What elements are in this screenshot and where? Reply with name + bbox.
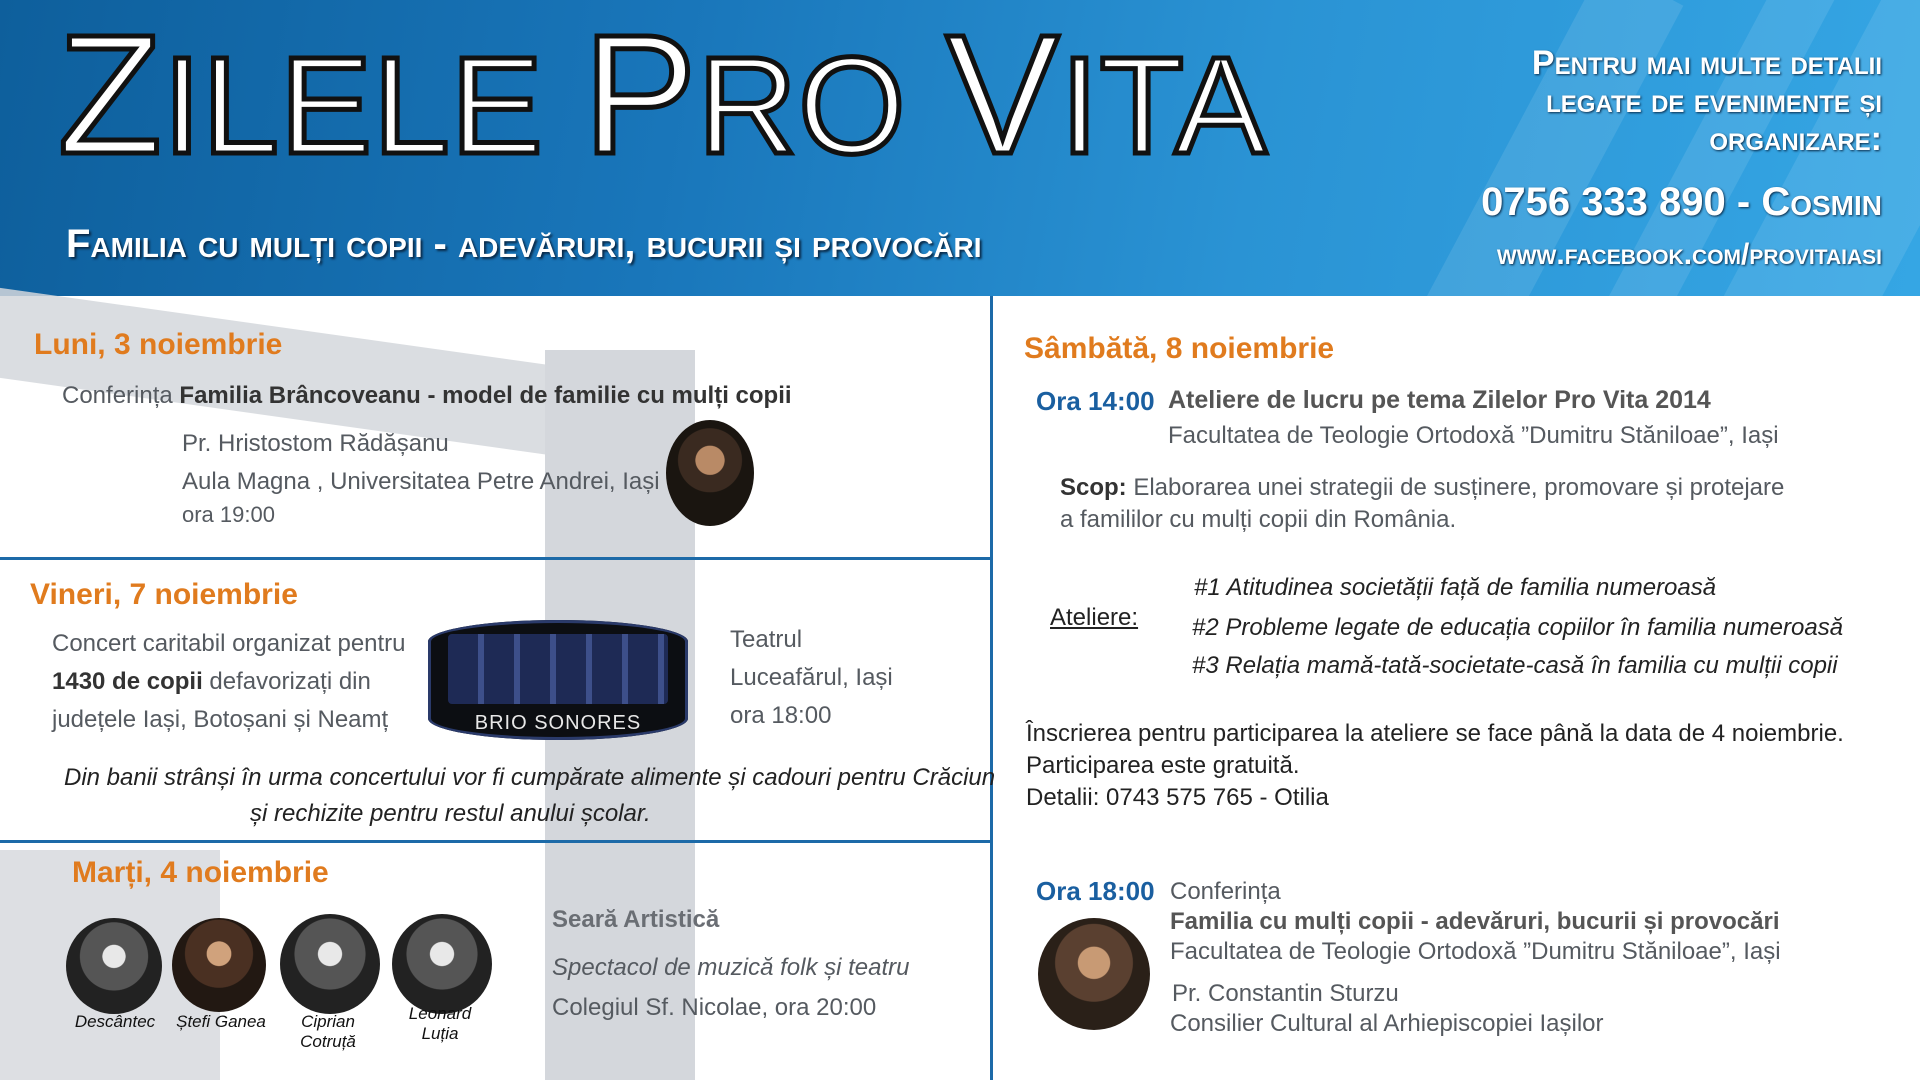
workshop-place: Facultatea de Teologie Ortodoxă ”Dumitru Stăniloae”, Iași bbox=[1168, 422, 1779, 449]
friday-venue2: Luceafărul, Iași bbox=[730, 664, 893, 691]
workshop-item: #1 Atitudinea societății față de familia numeroasă bbox=[1194, 574, 1717, 601]
artist-name: Ciprian Cotruță bbox=[300, 1012, 356, 1051]
monday-location: Aula Magna , Universitatea Petre Andrei, Iași bbox=[182, 468, 660, 495]
workshop-item: #2 Probleme legate de educația copiilor în familia numeroasă bbox=[1192, 614, 1844, 641]
artist-photo bbox=[172, 918, 266, 1012]
friday-time: ora 18:00 bbox=[730, 702, 832, 729]
participation-info: Participarea este gratuită. bbox=[1026, 752, 1300, 779]
conference-speaker: Pr. Constantin Sturzu bbox=[1172, 980, 1399, 1007]
tuesday-location: Colegiul Sf. Nicolae, ora 20:00 bbox=[552, 994, 877, 1021]
tuesday-title: Seară Artistică bbox=[552, 906, 720, 933]
friday-line1: Concert caritabil organizat pentru bbox=[52, 630, 406, 657]
artist-photo bbox=[66, 918, 162, 1014]
saturday-time1: Ora 14:00 bbox=[1036, 386, 1155, 416]
monday-conference: Conferința Familia Brâncoveanu - model de familie cu mulți copii bbox=[62, 382, 792, 409]
friday-note2: și rechizite pentru restul anului școlar. bbox=[250, 800, 651, 827]
artist-name: Leonard Luția bbox=[408, 1004, 472, 1043]
artist-name: Descântec bbox=[74, 1012, 156, 1031]
page-subtitle: Familia cu mulți copii - adevăruri, bucurii și provocări bbox=[66, 222, 982, 266]
workshop-goal: Scop: Elaborarea unei strategii de susținere, promovare și protejare bbox=[1060, 474, 1785, 501]
saturday-date: Sâmbătă, 8 noiembrie bbox=[1024, 332, 1335, 365]
section-divider bbox=[0, 840, 992, 843]
artist-photo bbox=[392, 914, 492, 1014]
monday-speaker: Pr. Hristostom Rădășanu bbox=[182, 430, 449, 457]
band-photo bbox=[428, 620, 688, 740]
monday-time: ora 19:00 bbox=[182, 502, 275, 527]
workshop-goal-cont: a famililor cu mulți copii din România. bbox=[1060, 506, 1457, 533]
monday-date: Luni, 3 noiembrie bbox=[34, 328, 283, 361]
contact-info: Pentru mai multe detalii legate de evenimente și organizare: bbox=[1531, 44, 1882, 158]
facebook-link[interactable]: www.facebook.com/provitaiasi bbox=[1496, 238, 1882, 271]
tuesday-date: Marți, 4 noiembrie bbox=[72, 856, 329, 889]
speaker-photo bbox=[666, 420, 754, 526]
conference-label: Conferința bbox=[1170, 878, 1281, 905]
page-title: ZILELE PRO VITA bbox=[58, 0, 1268, 190]
section-divider bbox=[0, 557, 992, 560]
artist-photo bbox=[280, 914, 380, 1014]
conference-title: Familia cu mulți copii - adevăruri, bucurii și provocări bbox=[1170, 908, 1780, 935]
column-divider bbox=[990, 296, 993, 1080]
friday-venue1: Teatrul bbox=[730, 626, 803, 653]
registration-info: Înscrierea pentru participarea la ateliere se face până la data de 4 noiembrie. bbox=[1026, 720, 1844, 747]
friday-note1: Din banii strânși în urma concertului vor fi cumpărate alimente și cadouri pentru Crăciun bbox=[64, 764, 996, 791]
saturday-time2: Ora 18:00 bbox=[1036, 876, 1155, 906]
workshop-item: #3 Relația mamă-tată-societate-casă în familia cu mulții copii bbox=[1192, 652, 1838, 679]
speaker-photo bbox=[1038, 918, 1150, 1030]
workshops-label: Ateliere: bbox=[1050, 604, 1139, 631]
friday-line2: 1430 de copii defavorizați din bbox=[52, 668, 371, 695]
contact-details: Detalii: 0743 575 765 - Otilia bbox=[1026, 784, 1329, 811]
friday-line3: județele Iași, Botoșani și Neamț bbox=[52, 706, 389, 733]
artist-name: Ștefi Ganea bbox=[176, 1012, 266, 1031]
friday-date: Vineri, 7 noiembrie bbox=[30, 578, 298, 611]
workshop-title: Ateliere de lucru pe tema Zilelor Pro Vita 2014 bbox=[1168, 386, 1711, 414]
conference-place: Facultatea de Teologie Ortodoxă ”Dumitru Stăniloae”, Iași bbox=[1170, 938, 1781, 965]
contact-phone: 0756 333 890 - Cosmin bbox=[1481, 180, 1882, 224]
speaker-role: Consilier Cultural al Arhiepiscopiei Iașilor bbox=[1170, 1010, 1604, 1037]
band-name: BRIO SONORES bbox=[474, 712, 642, 734]
tuesday-desc: Spectacol de muzică folk și teatru bbox=[552, 954, 910, 981]
